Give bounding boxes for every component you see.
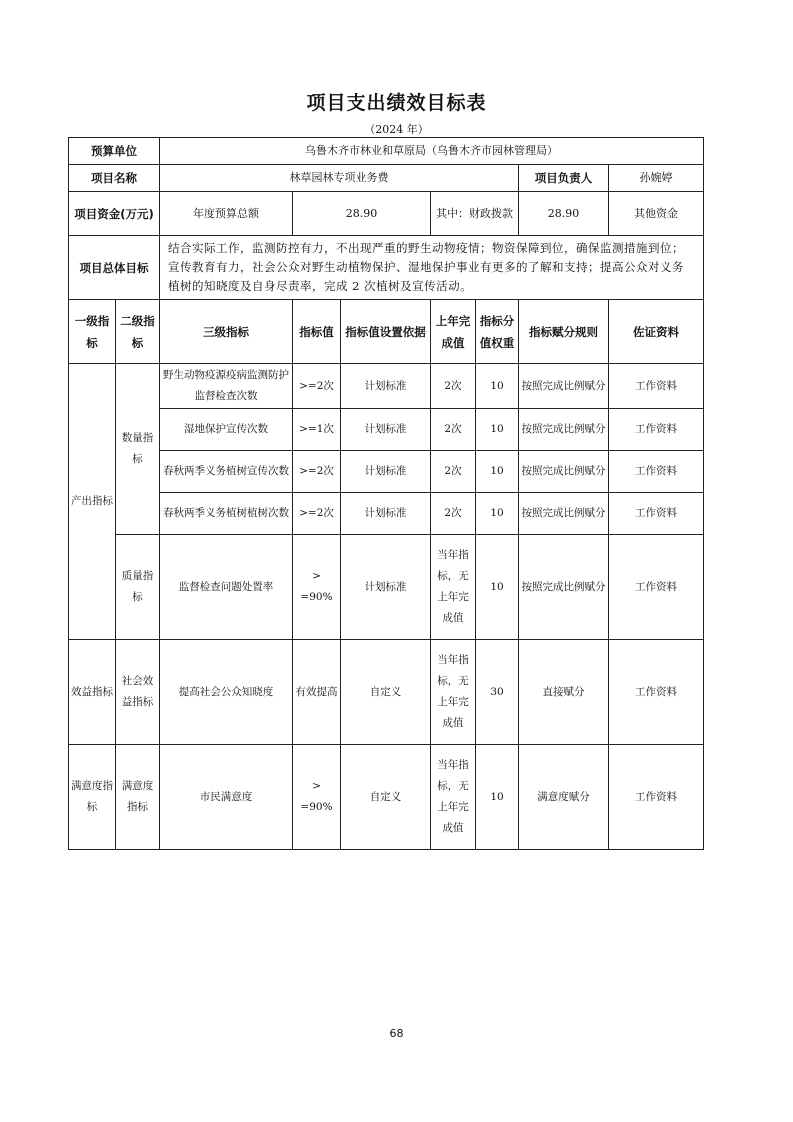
weight-cell: 10: [476, 535, 519, 640]
page-number: 68: [389, 1027, 404, 1040]
evidence-cell: 工作资料: [609, 451, 704, 493]
page-title: 项目支出绩效目标表: [306, 92, 487, 114]
last-year-cell: 当年指标，无上年完成值: [431, 745, 476, 850]
rule-cell: 按照完成比例赋分: [519, 535, 609, 640]
fiscal-value: 28.90: [519, 192, 609, 236]
project-owner-value: 孙婉婷: [609, 165, 704, 192]
header-level3: 三级指标: [160, 300, 293, 364]
annual-budget-label: 年度预算总额: [160, 192, 293, 236]
weight-cell: 30: [476, 640, 519, 745]
last-year-cell: 2次: [431, 493, 476, 535]
header-last-year: 上年完成值: [431, 300, 476, 364]
performance-table: [68, 137, 704, 850]
budget-unit-label: 预算单位: [69, 138, 160, 165]
weight-cell: 10: [476, 451, 519, 493]
last-year-cell: 2次: [431, 364, 476, 409]
header-rule: 指标赋分规则: [519, 300, 609, 364]
group-satisfaction: 满意度指标: [69, 745, 116, 850]
evidence-cell: 工作资料: [609, 640, 704, 745]
basis-cell: 计划标准: [341, 364, 431, 409]
weight-cell: 10: [476, 493, 519, 535]
value-cell: >=2次: [293, 364, 341, 409]
funds-label: 项目资金(万元): [69, 192, 160, 236]
project-name-value: 林草园林专项业务费: [160, 165, 519, 192]
annual-budget-value: 28.90: [293, 192, 431, 236]
evidence-cell: 工作资料: [609, 745, 704, 850]
goal-label: 项目总体目标: [69, 236, 160, 300]
indicator-cell: 野生动物疫源疫病监测防护监督检查次数: [160, 364, 293, 409]
evidence-cell: 工作资料: [609, 535, 704, 640]
indicator-cell: 监督检查问题处置率: [160, 535, 293, 640]
header-evidence: 佐证资料: [609, 300, 704, 364]
basis-cell: 计划标准: [341, 493, 431, 535]
value-cell: >=2次: [293, 451, 341, 493]
value-cell: > =90%: [293, 535, 341, 640]
group-satisfaction-sub: 满意度指标: [116, 745, 160, 850]
rule-cell: 按照完成比例赋分: [519, 409, 609, 451]
indicator-cell: 湿地保护宣传次数: [160, 409, 293, 451]
header-value: 指标值: [293, 300, 341, 364]
group-social: 社会效益指标: [116, 640, 160, 745]
rule-cell: 满意度赋分: [519, 745, 609, 850]
rule-cell: 按照完成比例赋分: [519, 493, 609, 535]
basis-cell: 计划标准: [341, 451, 431, 493]
evidence-cell: 工作资料: [609, 364, 704, 409]
group-quantity: 数量指标: [116, 364, 160, 535]
indicator-cell: 提高社会公众知晓度: [160, 640, 293, 745]
evidence-cell: 工作资料: [609, 493, 704, 535]
goal-text: 结合实际工作，监测防控有力，不出现严重的野生动物疫情；物资保障到位，确保监测措施到位；宣传教育有力，社会公众对野生动植物保护、湿地保护事业有更多的了解和支持；提高公众对义务植树的知晓度及自身尽责率，完成 2 次植树及宣传活动。: [160, 236, 704, 300]
project-name-label: 项目名称: [69, 165, 160, 192]
header-level2: 二级指标: [116, 300, 160, 364]
value-cell: >=2次: [293, 493, 341, 535]
fiscal-label: 其中：财政拨款: [431, 192, 519, 236]
header-level1: 一级指标: [69, 300, 116, 364]
weight-cell: 10: [476, 409, 519, 451]
evidence-cell: 工作资料: [609, 409, 704, 451]
year-subtitle: （2024 年）: [364, 123, 429, 136]
basis-cell: 计划标准: [341, 535, 431, 640]
project-owner-label: 项目负责人: [519, 165, 609, 192]
basis-cell: 计划标准: [341, 409, 431, 451]
weight-cell: 10: [476, 364, 519, 409]
value-cell: > =90%: [293, 745, 341, 850]
other-funds-label: 其他资金: [609, 192, 704, 236]
group-quality: 质量指标: [116, 535, 160, 640]
indicator-cell: 春秋两季义务植树宣传次数: [160, 451, 293, 493]
group-output: 产出指标: [69, 364, 116, 640]
last-year-cell: 2次: [431, 451, 476, 493]
weight-cell: 10: [476, 745, 519, 850]
basis-cell: 自定义: [341, 745, 431, 850]
header-weight: 指标分值权重: [476, 300, 519, 364]
group-effect: 效益指标: [69, 640, 116, 745]
rule-cell: 按照完成比例赋分: [519, 364, 609, 409]
value-cell: 有效提高: [293, 640, 341, 745]
rule-cell: 按照完成比例赋分: [519, 451, 609, 493]
basis-cell: 自定义: [341, 640, 431, 745]
indicator-cell: 市民满意度: [160, 745, 293, 850]
last-year-cell: 当年指标，无上年完成值: [431, 535, 476, 640]
last-year-cell: 当年指标，无上年完成值: [431, 640, 476, 745]
last-year-cell: 2次: [431, 409, 476, 451]
rule-cell: 直接赋分: [519, 640, 609, 745]
budget-unit-value: 乌鲁木齐市林业和草原局（乌鲁木齐市园林管理局）: [160, 138, 704, 165]
header-basis: 指标值设置依据: [341, 300, 431, 364]
indicator-cell: 春秋两季义务植树植树次数: [160, 493, 293, 535]
value-cell: >=1次: [293, 409, 341, 451]
